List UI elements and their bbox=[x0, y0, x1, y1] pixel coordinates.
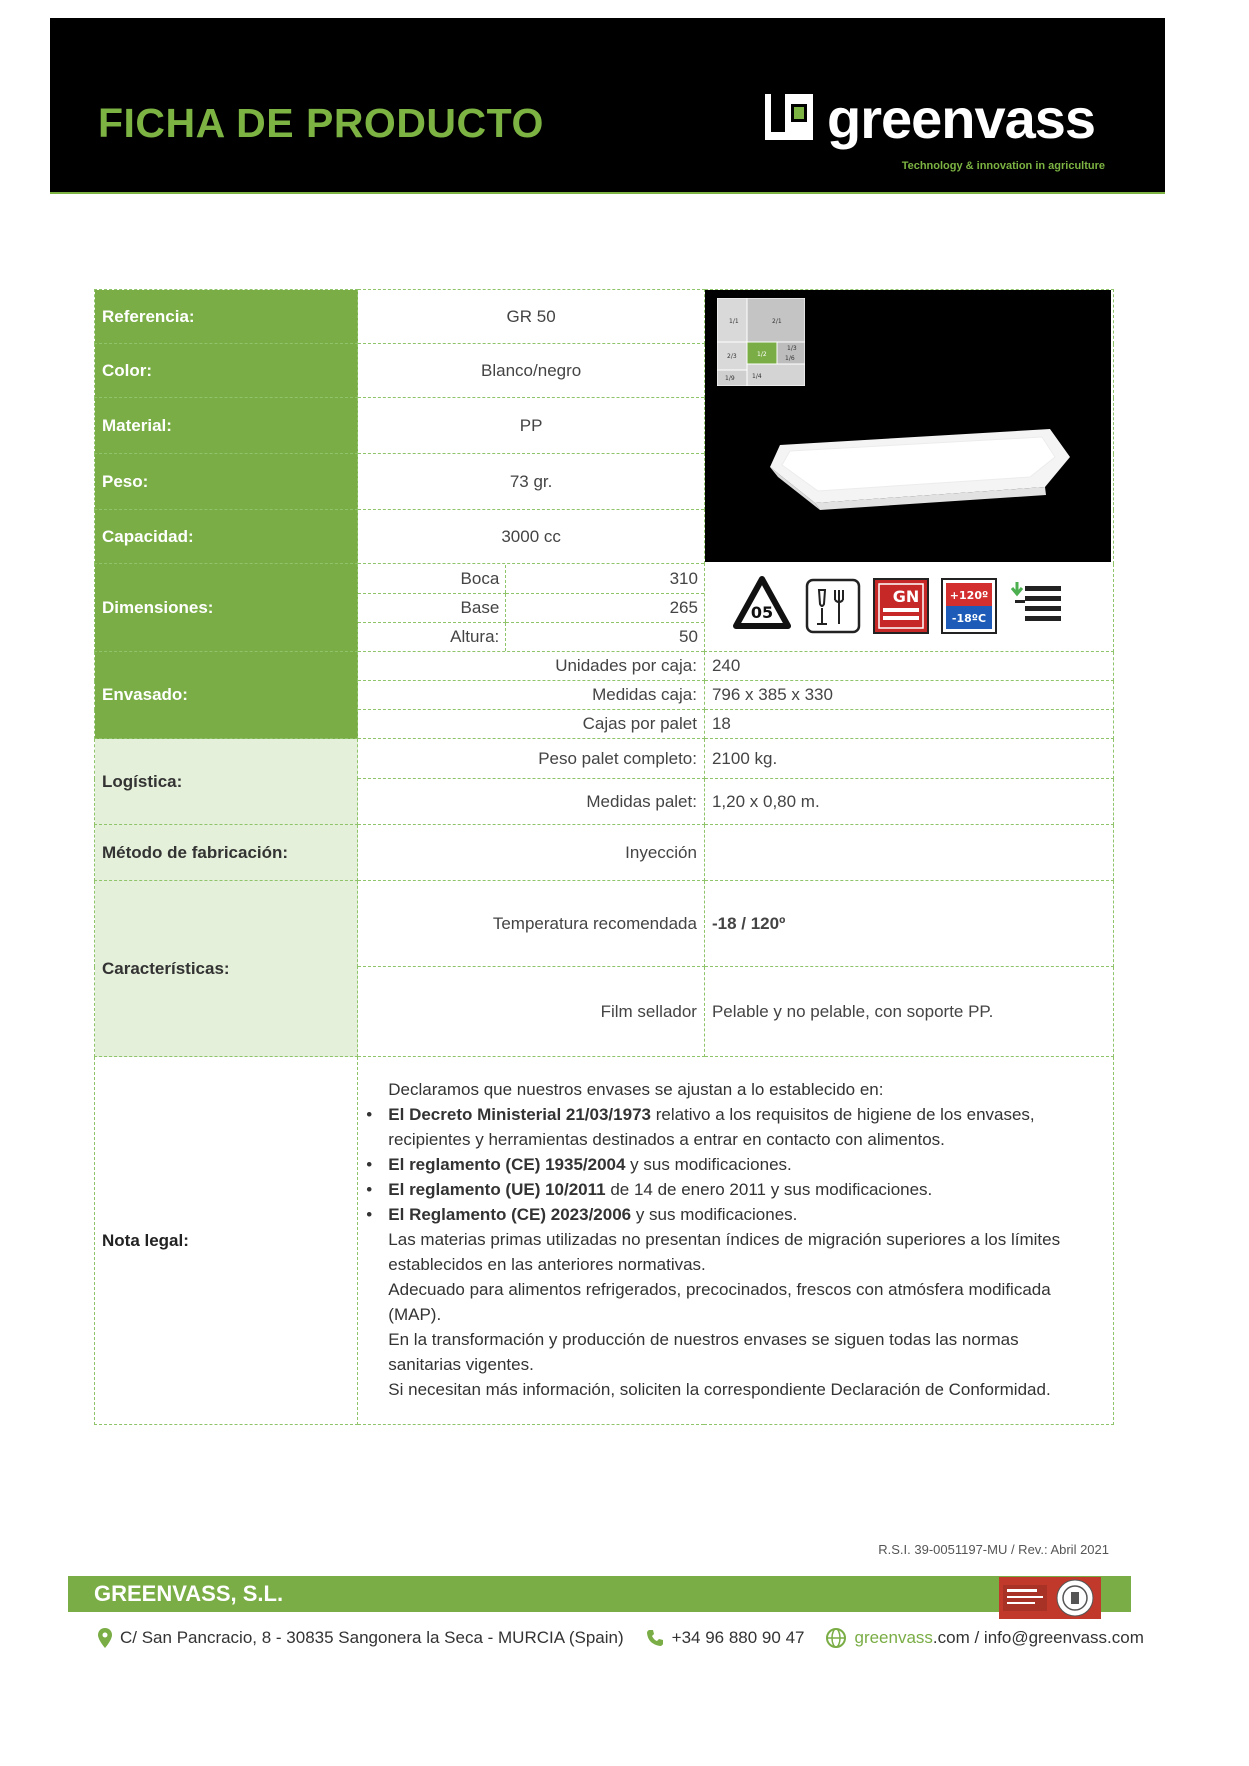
dim-key: Base bbox=[358, 593, 506, 622]
header-banner bbox=[50, 18, 1165, 194]
address-text: C/ San Pancracio, 8 - 30835 Sangonera la Seca - MURCIA (Spain) bbox=[120, 1628, 624, 1647]
food-contact-icon bbox=[805, 578, 861, 634]
value-material: PP bbox=[358, 398, 705, 454]
revision-info: R.S.I. 39-0051197-MU / Rev.: Abril 2021 bbox=[878, 1542, 1109, 1557]
value-capacidad: 3000 cc bbox=[358, 510, 705, 564]
envasado-key: Medidas caja: bbox=[358, 681, 705, 710]
logistica-key: Peso palet completo: bbox=[358, 739, 705, 779]
phone-text: +34 96 880 90 47 bbox=[671, 1628, 805, 1647]
grid-label: 1/2 bbox=[756, 351, 767, 358]
nota-legal-text bbox=[358, 1057, 1114, 1425]
grid-label: 2/3 bbox=[726, 353, 737, 360]
icon-strip bbox=[705, 562, 1113, 650]
grid-label: 1/6 bbox=[784, 355, 795, 362]
caracteristicas-value: -18 / 120º bbox=[704, 881, 1113, 967]
value-peso: 73 gr. bbox=[358, 454, 705, 510]
footer-bar bbox=[68, 1576, 1131, 1612]
value-referencia: GR 50 bbox=[358, 290, 705, 344]
grid-label: 1/4 bbox=[751, 373, 762, 380]
label-color: Color: bbox=[95, 344, 358, 398]
dim-key: Altura: bbox=[450, 626, 500, 646]
web-link[interactable]: greenvass bbox=[854, 1628, 933, 1647]
label-metodo: Método de fabricación: bbox=[95, 825, 358, 881]
temp-low-text: -18ºC bbox=[951, 612, 987, 625]
label-logistica: Logística: bbox=[95, 739, 358, 825]
phone bbox=[646, 1628, 805, 1648]
label-referencia: Referencia: bbox=[95, 290, 358, 344]
value-color: Blanco/negro bbox=[358, 344, 705, 398]
label-material: Material: bbox=[95, 398, 358, 454]
caracteristicas-value: Pelable y no pelable, con soporte PP. bbox=[704, 967, 1113, 1057]
grid-label: 2/1 bbox=[771, 318, 782, 325]
envasado-value: 18 bbox=[704, 710, 1113, 739]
dim-value: 265 bbox=[506, 593, 704, 622]
web-email[interactable]: .com / info@greenvass.com bbox=[932, 1628, 1144, 1647]
metodo-empty bbox=[704, 825, 1113, 881]
legal-paragraph: En la transformación y producción de nuestros envases se siguen todas las normas sanitarias vigentes. bbox=[388, 1330, 1019, 1374]
caracteristicas-key: Film sellador bbox=[358, 967, 705, 1057]
address bbox=[98, 1628, 624, 1648]
certification-badge-icon bbox=[999, 1577, 1101, 1619]
legal-paragraph: Las materias primas utilizadas no presentan índices de migración superiores a los límites establecidos en las anteriores normativas. bbox=[388, 1230, 1061, 1274]
contact-line bbox=[98, 1628, 1166, 1648]
temp-high-text: +120º bbox=[949, 589, 989, 602]
logistica-key: Medidas palet: bbox=[358, 779, 705, 825]
web bbox=[826, 1628, 1143, 1648]
legal-paragraph: Adecuado para alimentos refrigerados, precocinados, frescos con atmósfera modificada (MAP). bbox=[388, 1280, 1051, 1324]
dim-key: Boca bbox=[358, 565, 506, 594]
legal-list-item: • El Decreto Ministerial 21/03/1973 relativo a los requisitos de higiene de los envases, recipientes y herramientas destinados a entrar en contacto con alimentos. bbox=[388, 1102, 1093, 1152]
label-dimensiones: Dimensiones: bbox=[95, 564, 358, 652]
logistica-value: 2100 kg. bbox=[704, 739, 1113, 779]
phone-icon bbox=[646, 1629, 664, 1647]
product-image-cell bbox=[704, 290, 1113, 652]
stackable-icon bbox=[1009, 578, 1065, 634]
logo-tagline: Technology & innovation in agriculture bbox=[901, 160, 1105, 172]
recycle-05-icon bbox=[731, 574, 793, 636]
envasado-key: Cajas por palet bbox=[358, 710, 705, 739]
label-peso: Peso: bbox=[95, 454, 358, 510]
location-pin-icon bbox=[98, 1628, 112, 1648]
spec-table bbox=[94, 289, 1114, 1425]
grid-label: 1/3 bbox=[786, 345, 797, 352]
gn-text: GN bbox=[892, 587, 920, 606]
dimensiones-values bbox=[358, 564, 705, 652]
temperature-range-icon bbox=[941, 578, 997, 634]
value-metodo: Inyección bbox=[358, 825, 705, 881]
legal-intro: Declaramos que nuestros envases se ajustan a lo establecido en: bbox=[388, 1080, 884, 1099]
label-caracteristicas: Características: bbox=[95, 881, 358, 1057]
dim-value: 310 bbox=[506, 565, 704, 594]
logo-wordmark: greenvass bbox=[827, 87, 1096, 150]
logo-mark-icon bbox=[765, 94, 813, 140]
recycle-code: 05 bbox=[750, 603, 774, 622]
envasado-value: 796 x 385 x 330 bbox=[704, 681, 1113, 710]
label-capacidad: Capacidad: bbox=[95, 510, 358, 564]
company-name: GREENVASS, S.L. bbox=[94, 1581, 284, 1606]
caracteristicas-key: Temperatura recomendada bbox=[358, 881, 705, 967]
grid-label: 1/9 bbox=[724, 375, 735, 382]
page-title: FICHA DE PRODUCTO bbox=[98, 100, 544, 146]
product-photo bbox=[705, 290, 1111, 562]
product-tray-image bbox=[760, 415, 1080, 510]
envasado-value: 240 bbox=[704, 652, 1113, 681]
legal-list-item: • El reglamento (UE) 10/2011 de 14 de enero 2011 y sus modificaciones. bbox=[388, 1177, 1093, 1202]
dim-value: 50 bbox=[506, 622, 704, 651]
grid-label: 1/1 bbox=[728, 318, 739, 325]
logistica-value: 1,20 x 0,80 m. bbox=[704, 779, 1113, 825]
legal-paragraph: Si necesitan más información, soliciten la correspondiente Declaración de Conformidad. bbox=[388, 1380, 1051, 1399]
gastronorm-size-diagram-icon bbox=[717, 298, 805, 386]
label-nota-legal: Nota legal: bbox=[95, 1057, 358, 1425]
greenvass-logo bbox=[765, 86, 1105, 186]
legal-list bbox=[388, 1102, 1093, 1227]
label-envasado: Envasado: bbox=[95, 652, 358, 739]
envasado-key: Unidades por caja: bbox=[358, 652, 705, 681]
globe-icon bbox=[826, 1628, 846, 1648]
gastronorm-gn-icon bbox=[873, 578, 929, 634]
legal-list-item: • El reglamento (CE) 1935/2004 y sus modificaciones. bbox=[388, 1152, 1093, 1177]
legal-list-item: • El Reglamento (CE) 2023/2006 y sus modificaciones. bbox=[388, 1202, 1093, 1227]
